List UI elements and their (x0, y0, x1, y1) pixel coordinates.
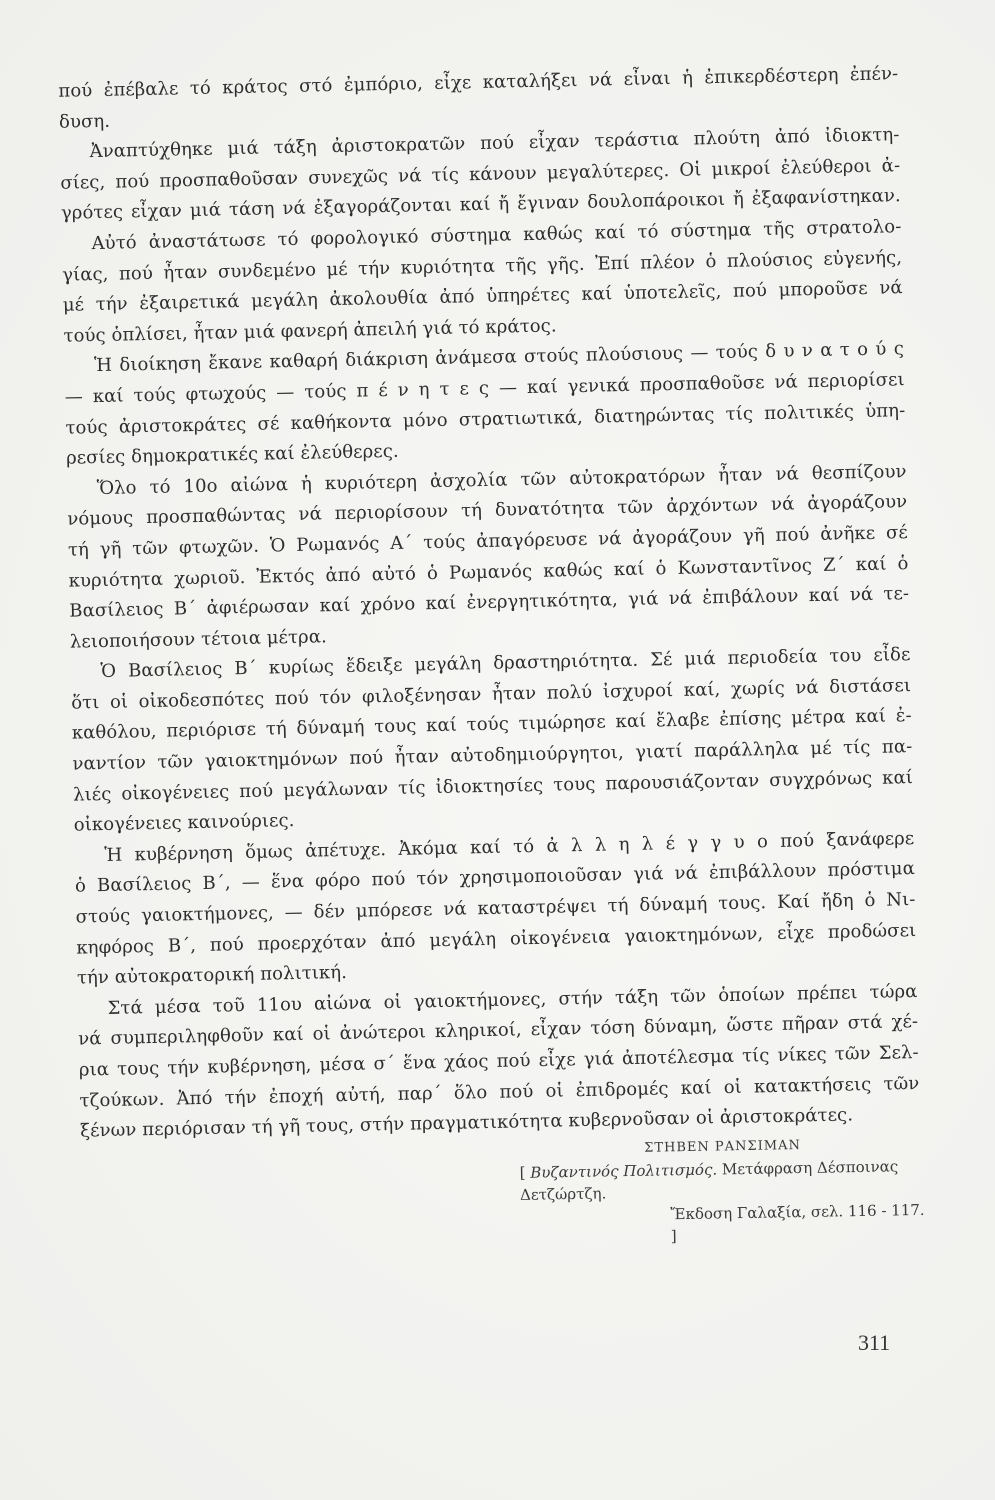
text-line: Ἡ διοίκηση ἔκανε καθαρή διάκριση ἀνάμεσα στούς πλούσιους — τούς δ υ ν α τ ο ύ ς (93, 338, 905, 377)
text-line: ρεσίες δημοκρατικές καί ἐλεύθερες. (65, 440, 399, 469)
citation-author: ΣΤΗΒΕΝ ΡΑΝΣΙΜΑΝ (644, 1138, 802, 1156)
text-line: λιές οἰκογένειες πού μεγάλωναν τίς ἰδιοκτησίες τους παρουσιάζονταν συγχρόνως καί (72, 766, 914, 806)
citation-edition: Ἔκδοση Γαλαξία, σελ. 116 - 117. ] (670, 1200, 925, 1246)
text-line: στούς γαιοκτήμονες, — δέν μπόρεσε νά καταστρέψει τή δύναμή τους. Καί ἤδη ὁ Νι- (75, 889, 916, 928)
book-title: Βυζαντινός Πολιτισμός. (530, 1160, 718, 1182)
text-line: — καί τούς φτωχούς — τούς π έ ν η τ ε ς — καί γενικά προσπαθοῦσε νά περιορίσει (64, 369, 905, 408)
text-line: τήν αὐτοκρατορική πολιτική. (76, 962, 348, 989)
translator: Μετάφραση Δέσποινας Δετζώρτζη. (519, 1157, 899, 1204)
text-line: καθόλου, περιόρισε τή δύναμή τους καί τούς τιμώρησε καί ἔλαβε ἐπίσης μέτρα καί ἐ- (71, 705, 912, 745)
text-line: τούς ὁπλίσει, ἦταν μιά φανερή ἀπειλή γιά τό κράτος. (63, 315, 557, 347)
text-line: σίες, πού προσπαθοῦσαν συνεχῶς νά τίς κάνουν μεγαλύτερες. Οἱ μικροί ἐλεύθεροι ἀ- (60, 154, 901, 194)
text-line: τή γῆ τῶν φτωχῶν. Ὁ Ρωμανός Α΄ τούς ἀπαγόρευσε νά ἀγοράζουν γῆ πού ἀνῆκε σέ (67, 522, 909, 561)
text-line: ὅτι οἱ οἰκοδεσπότες πού τόν φιλοξένησαν ἦταν πολύ ἰσχυροί καί, χωρίς νά διστάσει (70, 674, 912, 714)
text-line: γίας, πού ἦταν συνδεμένο μέ τήν κυριότητα τῆς γῆς. Ἐπί πλέον ὁ πλούσιος εὐγενής, (62, 246, 903, 286)
text-line: Ὅλο τό 10ο αἰώνα ἡ κυριότερη ἀσχολία τῶν αὐτοκρατόρων ἦταν νά θεσπίζουν (96, 460, 907, 499)
text-line: τούς ἀριστοκράτες σέ καθήκοντα μόνο στρατιωτικά, διατηρώντας τίς πολιτικές ὑπη- (65, 399, 906, 439)
text-line: Ἡ κυβέρνηση ὅμως ἀπέτυχε. Ἀκόμα καί τό ἀ λ λ η λ έ γ γ υ ο πού ξανάφερε (104, 827, 915, 866)
body-text (58, 59, 920, 1147)
text-line: ξένων περιόρισαν τή γῆ τους, στήν πραγματικότητα κυβερνοῦσαν οἱ ἀριστοκράτες. (79, 1104, 854, 1142)
text-line: Ὁ Βασίλειος Β΄ κυρίως ἔδειξε μεγάλη δραστηριότητα. Σέ μιά περιοδεία του εἶδε (100, 644, 911, 683)
text-line: μέ τήν ἐξαιρετικά μεγάλη ἀκολουθία ἀπό ὑπηρέτες καί ὑποτελεῖς, πού μποροῦσε νά (62, 277, 903, 316)
text-line: δυση. (58, 110, 111, 133)
text-line: ρια τους τήν κυβέρνηση, μέσα σ΄ ἕνα χάος πού εἶχε γιά ἀποτέλεσμα τίς νίκες τῶν Σελ- (78, 1041, 919, 1081)
text-line: Αὐτό ἀναστάτωσε τό φορολογικό σύστημα καθώς καί τό σύστημα τῆς στρατολο- (91, 216, 902, 255)
text-line: γρότες εἶχαν μιά τάση νά ἐξαγοράζονται καί ἤ ἔγιναν δουλοπάροικοι ἤ ἐξαφανίστηκαν. (60, 185, 901, 225)
text-line: νά συμπεριληφθοῦν καί οἱ ἀνώτεροι κληρικοί, εἶχαν τόση δύναμη, ὥστε πῆραν στά χέ- (78, 1011, 919, 1050)
text-line: τζούκων. Ἀπό τήν ἐποχή αὐτή, παρ΄ ὅλο πού οἱ ἐπιδρομές καί οἱ κατακτήσεις τῶν (79, 1072, 920, 1112)
page-number: 311 (858, 1330, 891, 1355)
text-line: Ἀναπτύχθηκε μιά τάξη ἀριστοκρατῶν πού εἶχαν τεράστια πλούτη ἀπό ἰδιοκτη- (89, 124, 900, 163)
citation-source (519, 1155, 930, 1206)
citation (519, 1133, 931, 1249)
text-line: οἰκογένειες καινούριες. (73, 810, 295, 836)
bracket-open: [ (519, 1163, 526, 1182)
text-line: Βασίλειος Β΄ ἀφιέρωσαν καί χρόνο καί ἐνεργητικότητα, γιά νά ἐπιβάλουν καί νά τε- (69, 583, 910, 622)
text-line: κηφόρος Β΄, πού προερχόταν ἀπό μεγάλη οἰκογένεια γαιοκτημόνων, εἶχε προδώσει (76, 919, 917, 959)
text-line: ὁ Βασίλειος Β΄, — ἕνα φόρο πού τόν χρησιμοποιοῦσαν γιά νά ἐπιβάλλουν πρόστιμα (74, 858, 916, 898)
text-line: ναντίον τῶν γαιοκτημόνων πού ἦταν αὐτοδημιούργητοι, γιατί παράλληλα μέ τίς πα- (72, 736, 913, 775)
text-line: Στά μέσα τοῦ 11ου αἰώνα οἱ γαιοκτήμονες, στήν τάξη τῶν ὁποίων πρέπει τώρα (107, 980, 918, 1019)
text-line: πού ἐπέβαλε τό κράτος στό ἐμπόριο, εἶχε καταλήξει νά εἶναι ἡ ἐπικερδέστερη ἐπέν- (58, 63, 899, 102)
text-line: κυριότητα χωριοῦ. Ἐκτός ἀπό αὐτό ὁ Ρωμανός καθώς καί ὁ Κωνσταντῖνος Ζ΄ καί ὁ (68, 552, 909, 592)
text-line: λειοποιήσουν τέτοια μέτρα. (69, 625, 328, 653)
text-line: νόμους προσπαθώντας νά περιορίσουν τή δυνατότητα τῶν ἀρχόντων νά ἀγοράζουν (67, 491, 908, 531)
